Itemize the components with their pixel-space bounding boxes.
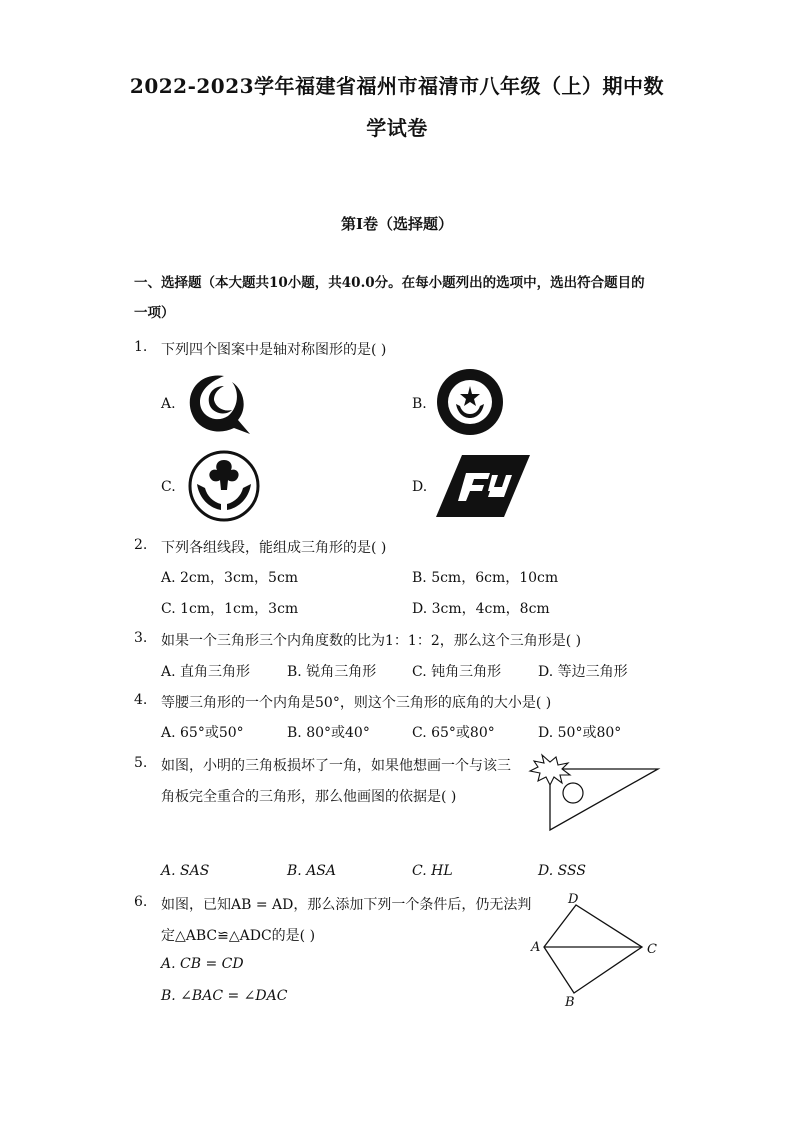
- question-number: 6.: [134, 894, 148, 910]
- broken-triangle-ruler-figure: [530, 755, 662, 833]
- question-text: 等腰三角形的一个内角是50°，则这个三角形的底角的大小是( ): [161, 695, 552, 711]
- vertex-label-c: C: [647, 942, 657, 957]
- circle-emblem-icon: [436, 368, 504, 436]
- question-text-line1: 如图，已知AB = AD，那么添加下列一个条件后，仍无法判: [161, 897, 532, 913]
- question-text-line2: 定△ABC≌△ADC的是( ): [161, 928, 316, 944]
- quadrilateral-abcd-figure: [528, 890, 662, 1010]
- q-swirl-logo-icon: [184, 372, 256, 436]
- option-text: D. SSS: [538, 863, 586, 879]
- option-text: C. HL: [412, 863, 453, 879]
- question-text-line2: 角板完全重合的三角形，那么他画图的依据是( ): [161, 789, 457, 805]
- page-title-line1: 2022-2023学年福建省福州市福清市八年级（上）期中数: [129, 74, 665, 98]
- option-label: C.: [161, 479, 176, 495]
- option-text: D. 50°或80°: [538, 725, 622, 741]
- option-text: A. 直角三角形: [161, 664, 251, 680]
- section-heading-line1: 一、选择题（本大题共10小题，共40.0分。在每小题列出的选项中，选出符合题目的: [134, 275, 645, 291]
- option-text: A. SAS: [161, 863, 210, 879]
- section-heading: [134, 268, 666, 328]
- vertex-label-a: A: [531, 940, 541, 955]
- question-text: 下列各组线段，能组成三角形的是( ): [161, 540, 387, 556]
- option-label: D.: [412, 479, 428, 495]
- question-number: 1.: [134, 339, 148, 355]
- option-text: A. 65°或50°: [161, 725, 244, 741]
- question-number: 4.: [134, 692, 148, 708]
- option-text: B. 锐角三角形: [287, 664, 377, 680]
- option-text: D. 3cm，4cm，8cm: [412, 601, 550, 617]
- option-text: B. ASA: [287, 863, 336, 879]
- option-text: C. 65°或80°: [412, 725, 495, 741]
- vertex-label-b: B: [565, 995, 575, 1010]
- question-number: 2.: [134, 537, 148, 553]
- question-text-line1: 如图，小明的三角板损坏了一角，如果他想画一个与该三: [161, 758, 511, 774]
- option-text: B. 5cm，6cm，10cm: [412, 570, 559, 586]
- option-text: A. CB = CD: [161, 956, 244, 972]
- question-text: 下列四个图案中是轴对称图形的是( ): [161, 342, 387, 358]
- option-text: B. 80°或40°: [287, 725, 370, 741]
- diamond-logo-icon: [436, 455, 530, 517]
- tree-hands-emblem-icon: [183, 450, 265, 522]
- section-heading-line2: 一项）: [134, 305, 175, 321]
- option-text: C. 钝角三角形: [412, 664, 502, 680]
- question-number: 5.: [134, 755, 148, 771]
- option-text: C. 1cm，1cm，3cm: [161, 601, 299, 617]
- vertex-label-d: D: [568, 892, 579, 907]
- option-text: D. 等边三角形: [538, 664, 628, 680]
- page-title-line2: 学试卷: [366, 116, 428, 140]
- option-label: B.: [412, 396, 427, 412]
- question-number: 3.: [134, 630, 148, 646]
- option-text: A. 2cm，3cm，5cm: [161, 570, 299, 586]
- question-text: 如果一个三角形三个内角度数的比为1：1：2，那么这个三角形是( ): [161, 633, 582, 649]
- option-text: B. ∠BAC = ∠DAC: [161, 988, 288, 1004]
- option-label: A.: [161, 396, 176, 412]
- part-heading: 第I卷（选择题）: [340, 215, 454, 233]
